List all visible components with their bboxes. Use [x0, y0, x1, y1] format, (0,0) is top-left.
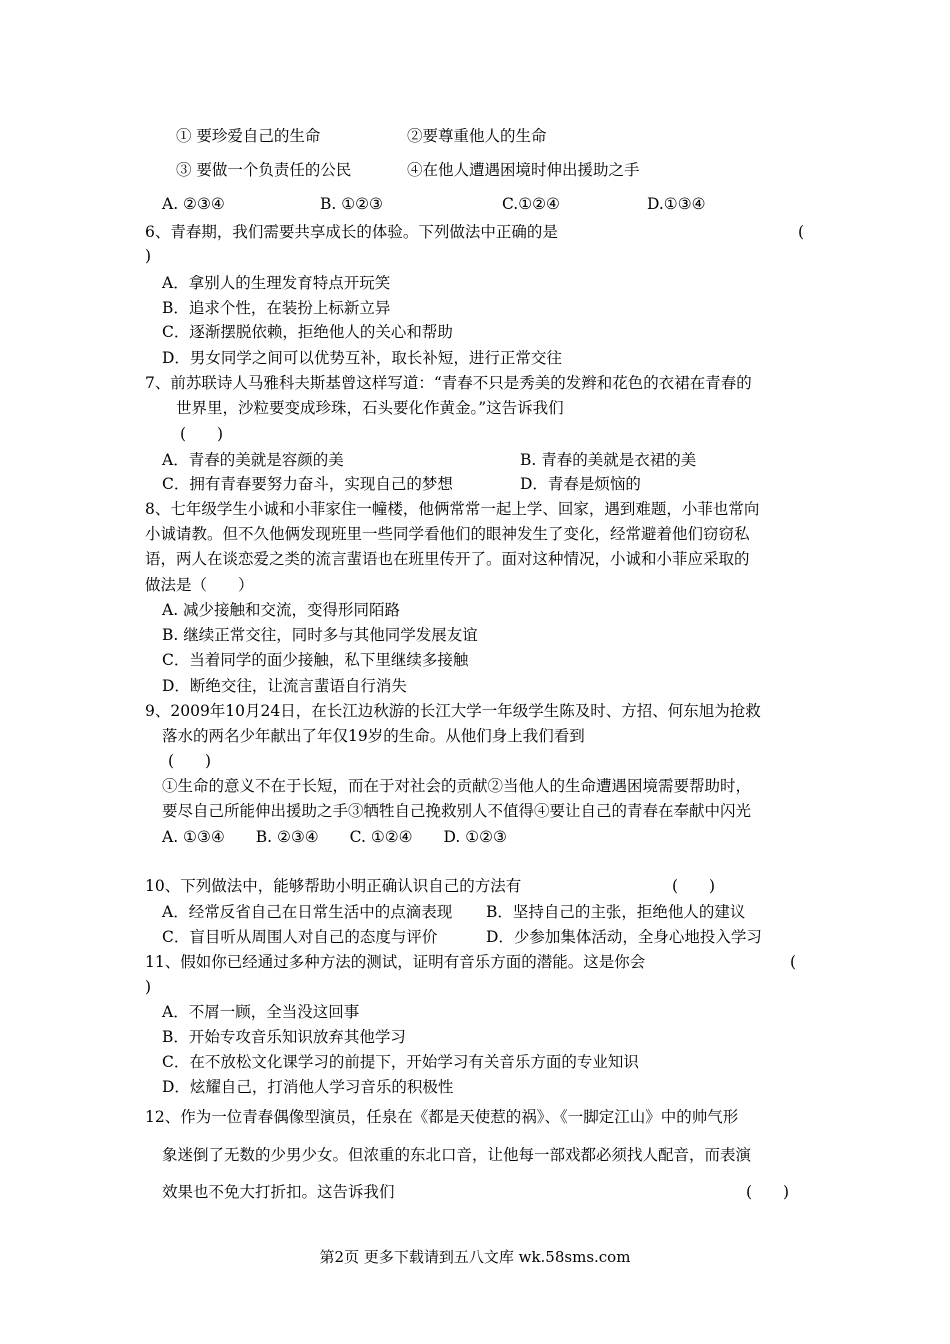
q10-option-d: D．少参加集体活动，全身心地投入学习 — [486, 928, 762, 946]
q9-statements-line-2: 要尽自己所能伸出援助之手③牺牲自己挽救别人不值得④要让自己的青春在奉献中闪光 — [162, 802, 752, 820]
q8-option-a: A. 减少接触和交流，变得形同陌路 — [162, 601, 401, 619]
q5-statement-3: ③ 要做一个负责任的公民 — [176, 161, 352, 179]
q11-paren-close: ) — [145, 978, 152, 996]
q8-stem-line-1: 8、七年级学生小诚和小菲家住一幢楼，他俩常常一起上学、回家，遇到难题，小菲也常向 — [145, 500, 760, 518]
q8-option-d: D．断绝交往，让流言蜚语自行消失 — [162, 677, 407, 695]
q10-option-a: A．经常反省自己在日常生活中的点滴表现 — [162, 903, 453, 921]
q5-statement-4: ④在他人遭遇困境时伸出援助之手 — [407, 161, 640, 179]
q11-paren-open: ( — [790, 953, 797, 971]
q11-stem: 11、假如你已经通过多种方法的测试，证明有音乐方面的潜能。这是你会 — [145, 953, 646, 971]
q10-stem: 10、下列做法中，能够帮助小明正确认识自己的方法有 — [145, 877, 522, 895]
q9-stem-line-2: 落水的两名少年献出了年仅19岁的生命。从他们身上我们看到 — [162, 727, 585, 745]
q12-stem-line-3: 效果也不免大打折扣。这告诉我们 — [162, 1183, 395, 1201]
q6-option-a: A．拿别人的生理发育特点开玩笑 — [162, 274, 391, 292]
q5-statement-1: ① 要珍爱自己的生命 — [176, 127, 321, 145]
q9-answer-paren: ( ) — [168, 752, 212, 770]
q9-stem-line-1: 9、2009年10月24日，在长江边秋游的长江大学一年级学生陈及时、方招、何东旭为抢救 — [145, 702, 761, 720]
q6-option-c: C．逐渐摆脱依赖，拒绝他人的关心和帮助 — [162, 323, 453, 341]
q5-statement-2: ②要尊重他人的生命 — [407, 127, 547, 145]
q6-option-b: B．追求个性，在装扮上标新立异 — [162, 299, 391, 317]
q12-stem-line-1: 12、作为一位青春偶像型演员，任泉在《都是天使惹的祸》、《一脚定江山》中的帅气形 — [145, 1108, 739, 1126]
q7-stem-line-2: 世界里，沙粒要变成珍珠，石头要化作黄金。”这告诉我们 — [176, 399, 564, 417]
q11-option-c: C．在不放松文化课学习的前提下，开始学习有关音乐方面的专业知识 — [162, 1053, 639, 1071]
q7-stem-line-1: 7、前苏联诗人马雅科夫斯基曾这样写道：“青春不只是秀美的发辫和花色的衣裙在青春的 — [145, 374, 752, 392]
q5-option-a: A. ②③④ — [162, 195, 225, 213]
q6-stem: 6、青春期，我们需要共享成长的体验。下列做法中正确的是 — [145, 223, 558, 241]
q10-answer-paren: ( ) — [672, 877, 716, 895]
q11-option-a: A．不屑一顾，全当没这回事 — [162, 1003, 360, 1021]
q8-option-c: C．当着同学的面少接触，私下里继续多接触 — [162, 651, 469, 669]
q7-option-a: A．青春的美就是容颜的美 — [162, 451, 344, 469]
q8-stem-line-3: 语，两人在谈恋爱之类的流言蜚语也在班里传开了。面对这种情况，小诚和小菲应采取的 — [145, 550, 750, 568]
q7-option-c: C．拥有青春要努力奋斗，实现自己的梦想 — [162, 475, 453, 493]
q8-stem-line-2: 小诚请教。但不久他俩发现班里一些同学看他们的眼神发生了变化，经常避着他们窃窃私 — [145, 525, 750, 543]
q12-answer-paren: ( ) — [746, 1183, 790, 1201]
q5-option-c: C.①②④ — [502, 195, 560, 213]
q8-option-b: B. 继续正常交往，同时多与其他同学发展友谊 — [162, 626, 478, 644]
q10-option-c: C．盲目听从周围人对自己的态度与评价 — [162, 928, 438, 946]
q5-option-d: D.①③④ — [647, 195, 706, 213]
q5-option-b: B. ①②③ — [320, 195, 383, 213]
q9-statements-line-1: ①生命的意义不在于长短，而在于对社会的贡献②当他人的生命遭遇困境需要帮助时， — [162, 777, 752, 795]
q6-option-d: D．男女同学之间可以优势互补，取长补短，进行正常交往 — [162, 349, 562, 367]
q11-option-d: D．炫耀自己，打消他人学习音乐的积极性 — [162, 1078, 454, 1096]
q8-stem-line-4: 做法是（ ） — [145, 576, 254, 594]
q7-answer-paren: ( ) — [180, 425, 224, 443]
q7-option-b: B. 青春的美就是衣裙的美 — [520, 451, 697, 469]
q11-option-b: B．开始专攻音乐知识放弃其他学习 — [162, 1028, 406, 1046]
q7-option-d: D．青春是烦恼的 — [520, 475, 641, 493]
q10-option-b: B．坚持自己的主张，拒绝他人的建议 — [486, 903, 746, 921]
q6-paren-open: ( — [798, 223, 805, 241]
page-footer: 第2页 更多下载请到五八文库 wk.58sms.com — [319, 1248, 631, 1266]
q9-options: A. ①③④ B. ②③④ C. ①②④ D. ①②③ — [162, 828, 507, 846]
q6-paren-close: ) — [145, 247, 152, 265]
q12-stem-line-2: 象迷倒了无数的少男少女。但浓重的东北口音，让他每一部戏都必须找人配音，而表演 — [162, 1146, 752, 1164]
